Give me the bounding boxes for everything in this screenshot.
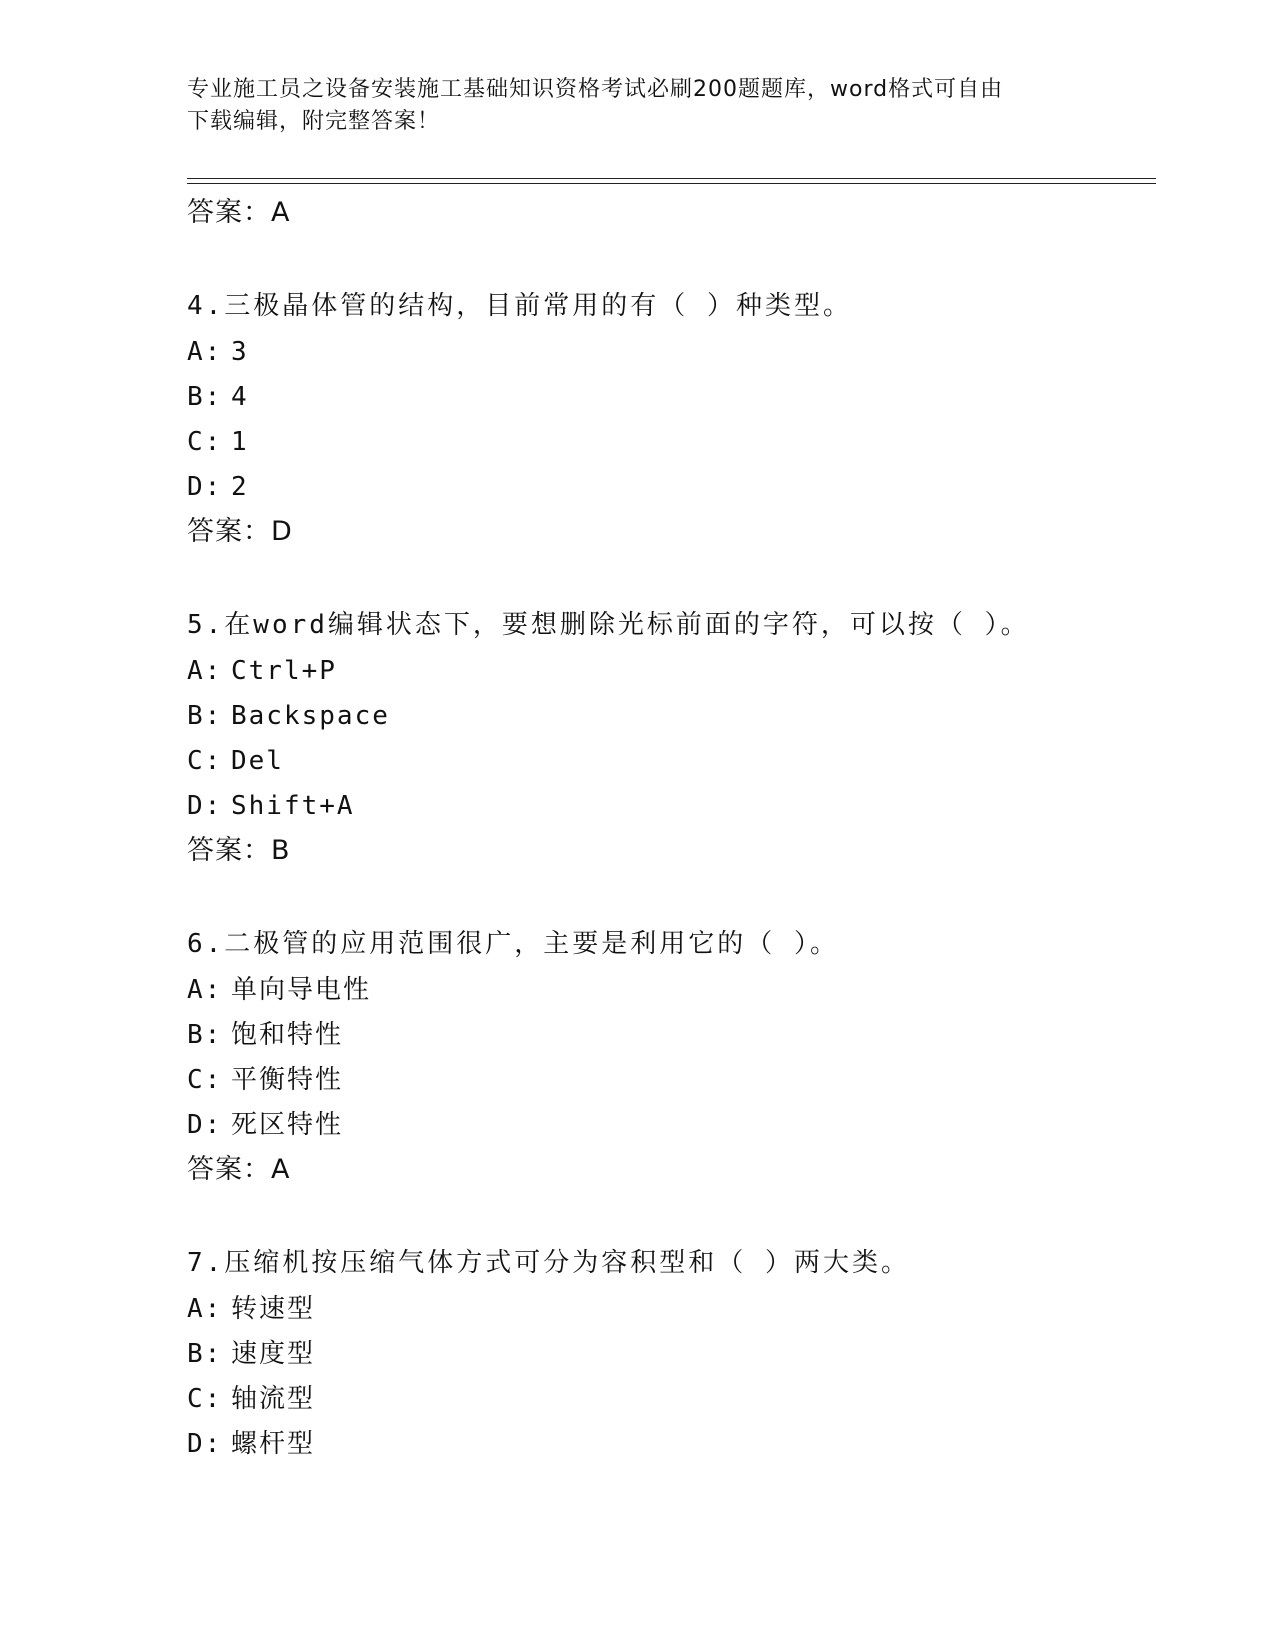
question-block [187, 921, 1147, 1192]
header-line-1: 专业施工员之设备安装施工基础知识资格考试必刷200题题库，word格式可自由 [187, 77, 1004, 102]
option-a [187, 1287, 1147, 1332]
option-letter: B: [187, 382, 223, 412]
question-list [187, 191, 1147, 1467]
option-text: 饱和特性 [231, 1020, 344, 1050]
option-letter: C: [187, 746, 223, 776]
option-text: Shift+A [231, 791, 355, 821]
option-text: 3 [231, 337, 249, 367]
question-block [187, 1240, 1147, 1467]
option-letter: D: [187, 1110, 223, 1140]
option-b [187, 694, 1147, 739]
option-b [187, 375, 1147, 420]
option-c [187, 420, 1147, 465]
option-c [187, 1377, 1147, 1422]
option-text: 4 [231, 382, 249, 412]
option-d [187, 784, 1147, 829]
question-block [187, 602, 1147, 873]
option-letter: A: [187, 337, 223, 367]
option-text: Ctrl+P [231, 656, 337, 686]
option-c [187, 739, 1147, 784]
option-letter: C: [187, 1384, 223, 1414]
option-d [187, 465, 1147, 510]
option-text: 单向导电性 [231, 975, 372, 1005]
option-c [187, 1058, 1147, 1103]
question-answer: 答案：D [187, 516, 293, 547]
option-letter: A: [187, 656, 223, 686]
question-answer: 答案：A [187, 1154, 291, 1185]
option-a [187, 649, 1147, 694]
option-letter: D: [187, 1429, 223, 1459]
previous-answer: 答案：A [187, 197, 291, 228]
question-stem: 4.三极晶体管的结构，目前常用的有（ ）种类型。 [187, 291, 852, 321]
option-b [187, 1332, 1147, 1377]
option-letter: B: [187, 701, 223, 731]
option-letter: A: [187, 975, 223, 1005]
option-text: Del [231, 746, 284, 776]
option-d [187, 1103, 1147, 1148]
option-a [187, 968, 1147, 1013]
option-b [187, 1013, 1147, 1058]
question-block [187, 283, 1147, 554]
header-divider-bottom [187, 183, 1156, 184]
question-stem: 7.压缩机按压缩气体方式可分为容积型和（ ）两大类。 [187, 1248, 910, 1278]
header-line-2: 下载编辑，附完整答案！ [187, 109, 441, 134]
document-header [187, 74, 1087, 138]
question-stem: 5.在word编辑状态下，要想删除光标前面的字符，可以按（ ）。 [187, 610, 1030, 640]
option-text: Backspace [231, 701, 390, 731]
option-letter: A: [187, 1294, 223, 1324]
option-text: 2 [231, 472, 249, 502]
question-stem: 6.二极管的应用范围很广，主要是利用它的（ ）。 [187, 929, 839, 959]
option-letter: D: [187, 472, 223, 502]
option-letter: B: [187, 1020, 223, 1050]
option-text: 转速型 [231, 1294, 316, 1324]
option-text: 1 [231, 427, 249, 457]
option-letter: D: [187, 791, 223, 821]
option-text: 平衡特性 [231, 1065, 344, 1095]
option-d [187, 1422, 1147, 1467]
option-text: 轴流型 [231, 1384, 316, 1414]
option-text: 速度型 [231, 1339, 316, 1369]
question-answer: 答案：B [187, 835, 291, 866]
header-divider-top [187, 178, 1156, 179]
option-a [187, 330, 1147, 375]
option-text: 死区特性 [231, 1110, 344, 1140]
option-letter: B: [187, 1339, 223, 1369]
option-text: 螺杆型 [231, 1429, 316, 1459]
option-letter: C: [187, 427, 223, 457]
option-letter: C: [187, 1065, 223, 1095]
